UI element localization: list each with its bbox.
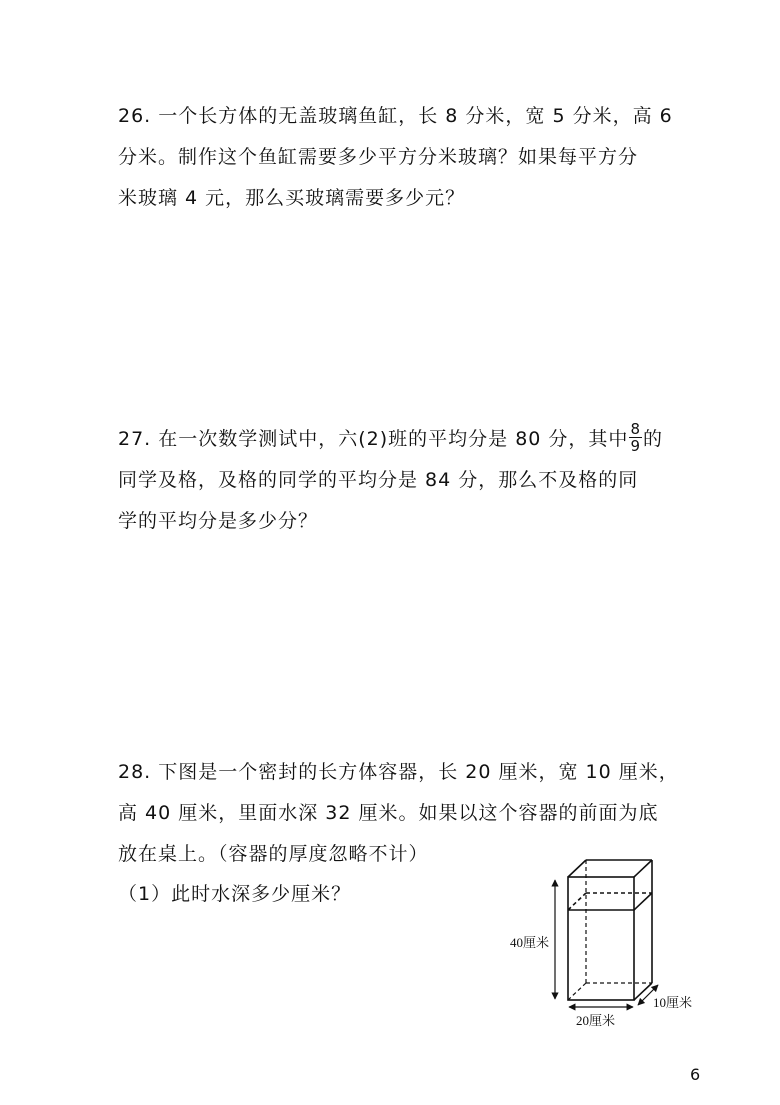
page-number: 6 (690, 1065, 701, 1084)
fraction-denominator: 9 (630, 437, 641, 455)
water-surface-line (568, 893, 652, 910)
width-label: 10厘米 (653, 995, 693, 1010)
height-label: 40厘米 (510, 935, 550, 950)
q28-line3: 放在桌上。（容器的厚度忽略不计） (118, 843, 429, 865)
question-27 (118, 419, 678, 542)
q27-line1-prefix: 27. 在一次数学测试中，六(2)班的平均分是 80 分，其中 (118, 428, 629, 450)
cuboid-container-figure (500, 850, 710, 1035)
q28-line2: 高 40 厘米，里面水深 32 厘米。如果以这个容器的前面为底 (118, 802, 659, 824)
q28-line1: 28. 下图是一个密封的长方体容器，长 20 厘米，宽 10 厘米， (118, 761, 679, 783)
question-26 (118, 96, 678, 219)
q27-line1 (118, 419, 678, 460)
q27-line3: 学的平均分是多少分？ (118, 510, 319, 532)
q28-subquestion-1: （1）此时水深多少厘米？ (118, 883, 352, 905)
q26-line3: 米玻璃 4 元，那么买玻璃需要多少元？ (118, 187, 466, 209)
length-label: 20厘米 (576, 1013, 616, 1028)
hidden-edges (568, 860, 652, 1000)
q26-line2: 分米。制作这个鱼缸需要多少平方分米玻璃？如果每平方分 (118, 146, 639, 168)
q27-line1-suffix: 的 (642, 428, 663, 450)
q26-line1: 26. 一个长方体的无盖玻璃鱼缸，长 8 分米，宽 5 分米，高 6 (118, 105, 673, 127)
fraction-numerator: 8 (630, 420, 641, 438)
visible-edges (568, 860, 652, 1000)
q27-line2: 同学及格，及格的同学的平均分是 84 分，那么不及格的同 (118, 469, 639, 491)
fraction-eight-ninths (629, 421, 642, 454)
